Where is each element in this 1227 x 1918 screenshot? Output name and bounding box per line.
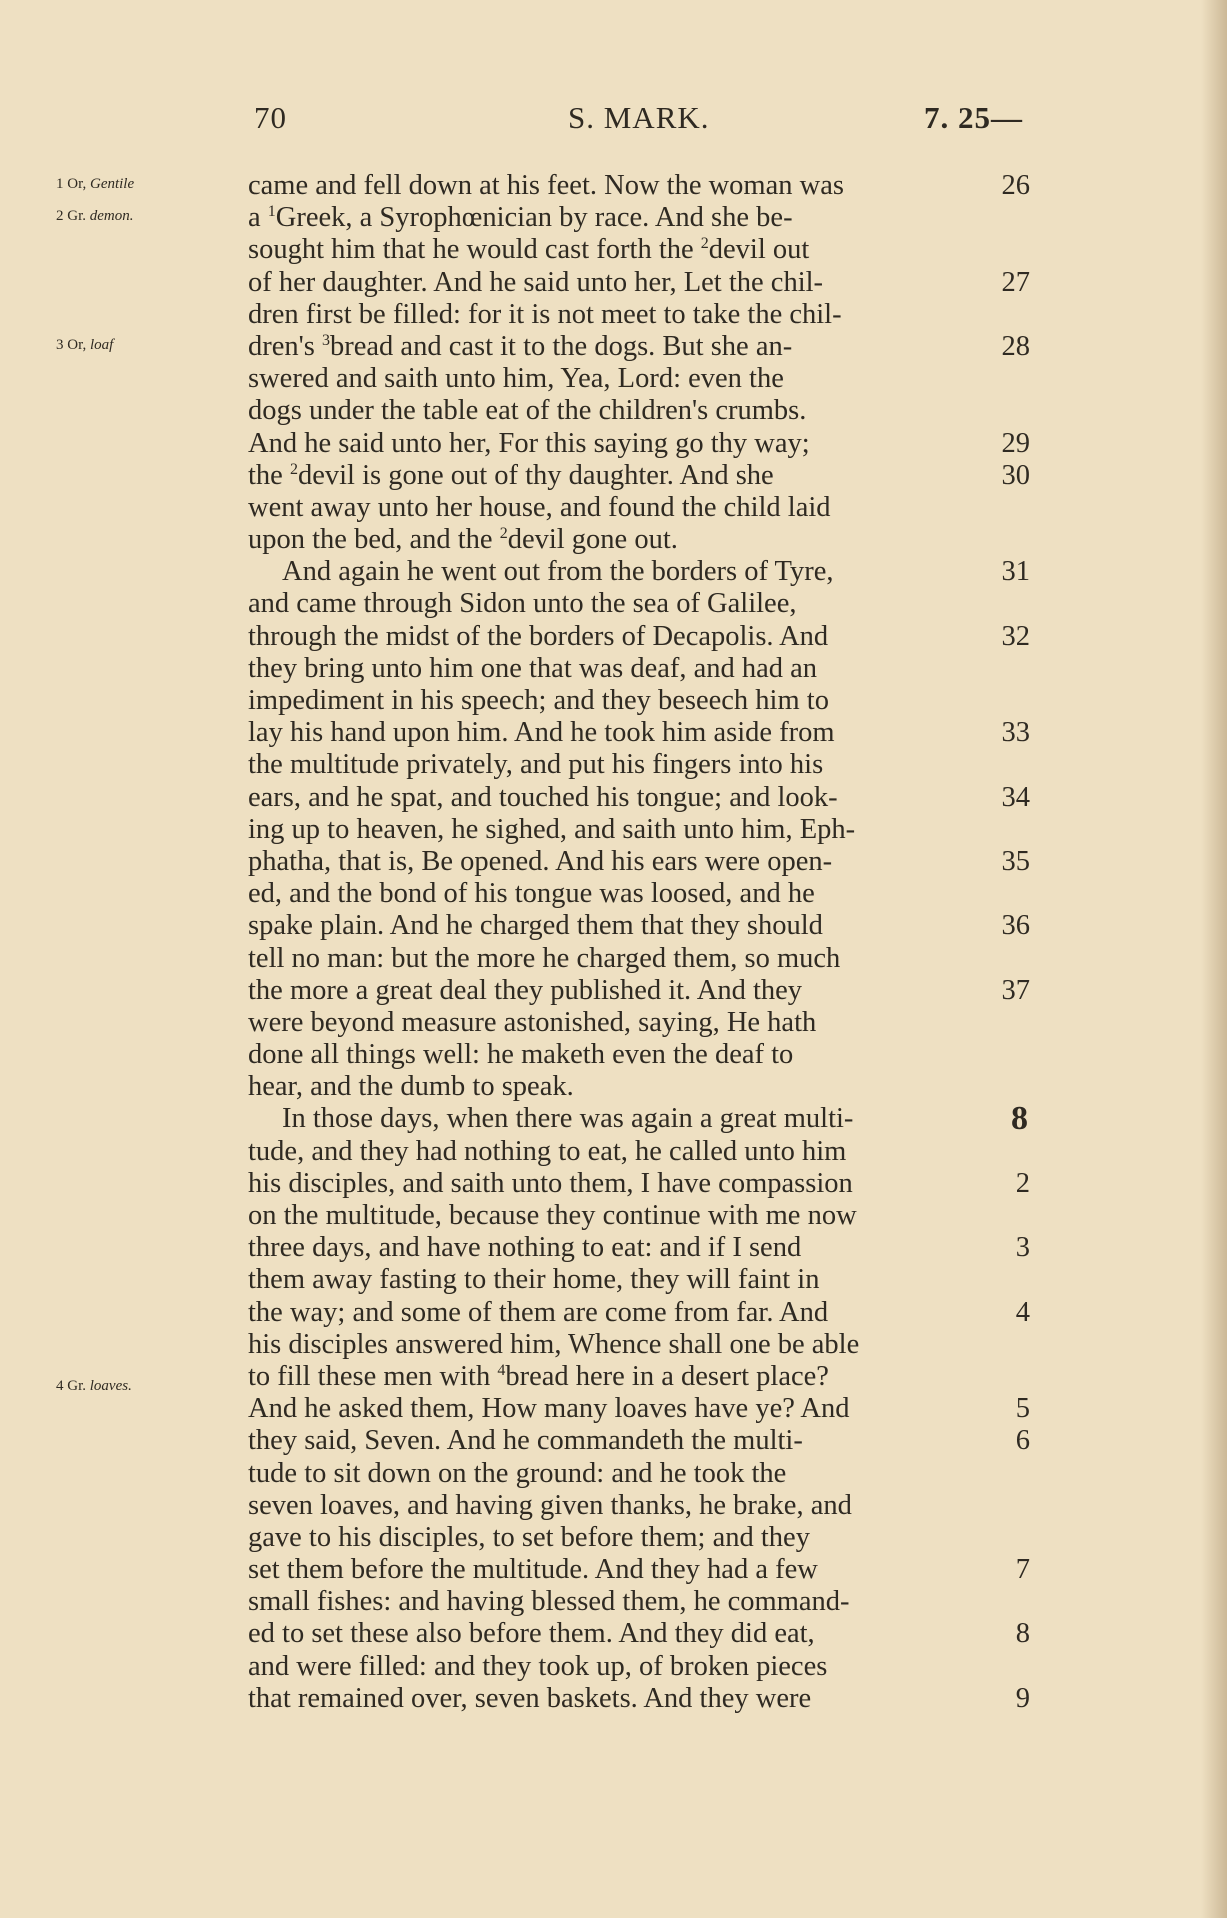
text-line <box>248 1232 1030 1264</box>
line-text-part: ears, and he spat, and touched his tongue; and look- <box>248 781 838 813</box>
line-text <box>248 1039 793 1071</box>
text-line <box>248 492 1030 524</box>
text-line <box>248 363 1030 395</box>
text-line <box>248 621 1030 653</box>
line-text-part: came and fell down at his feet. Now the woman was <box>248 170 844 201</box>
line-text-part: on the multitude, because they continue with me now <box>248 1200 857 1231</box>
book-title: S. MARK. <box>568 100 710 135</box>
line-text-part: the more a great deal they published it. And they <box>248 974 803 1006</box>
line-text-part: ed, and the bond of his tongue was loosed, and he <box>248 878 815 910</box>
line-text-part: ing up to heaven, he sighed, and saith unto him, Eph- <box>248 813 856 845</box>
line-text <box>248 363 784 395</box>
verse-number: 4 <box>1015 1296 1030 1328</box>
line-text <box>248 1071 574 1103</box>
line-text-part: and came through Sidon unto the sea of Galilee, <box>248 588 797 620</box>
margin-note: 3 Or, loaf <box>56 337 114 353</box>
line-text-part: seven loaves, and having given thanks, he brake, and <box>248 1489 852 1521</box>
footnote-marker: 1 <box>267 203 276 221</box>
text-line <box>248 717 1030 749</box>
line-text-part: tude to sit down on the ground: and he took the <box>248 1457 787 1489</box>
text-line <box>248 782 1030 814</box>
verse-number: 37 <box>1001 974 1030 1006</box>
verse-number: 2 <box>1015 1167 1030 1199</box>
footnote-marker: 2 <box>289 460 298 478</box>
chapter-verse-reference: 7. 25— <box>924 100 1023 135</box>
text-line <box>248 1297 1030 1329</box>
verse-number: 27 <box>1001 266 1030 298</box>
line-text <box>248 1683 811 1715</box>
text-line <box>248 331 1030 363</box>
line-text-part: dren first be filled: for it is not meet to take the chil- <box>248 298 842 330</box>
text-line <box>248 1361 1030 1393</box>
line-text <box>248 428 810 460</box>
line-text <box>248 202 793 234</box>
line-text-part: they said, Seven. And he commandeth the multi- <box>248 1425 803 1457</box>
line-text <box>248 975 802 1007</box>
line-text-part: tude, and they had nothing to eat, he called unto him <box>248 1135 847 1167</box>
line-text-part: ed to set these also before them. And they did eat, <box>248 1618 815 1650</box>
verse-number: 9 <box>1015 1682 1030 1714</box>
text-line <box>248 1329 1030 1361</box>
verse-number: 3 <box>1015 1232 1030 1264</box>
line-text-part: the multitude privately, and put his fingers into his <box>248 749 824 781</box>
verse-number: 6 <box>1015 1425 1030 1457</box>
text-line <box>248 1393 1030 1425</box>
line-text <box>248 460 774 492</box>
line-text <box>248 331 792 363</box>
text-line <box>248 910 1030 942</box>
line-text-part: In those days, when there was again a great multi- <box>282 1103 854 1135</box>
text-line <box>248 1100 1030 1138</box>
text-line <box>248 814 1030 846</box>
line-text-part: that remained over, seven baskets. And they were <box>248 1682 812 1714</box>
footnote-marker: 3 <box>322 331 330 349</box>
line-text <box>248 782 838 814</box>
scripture-text <box>248 170 1030 1715</box>
text-line <box>248 1136 1030 1168</box>
text-line <box>248 878 1030 910</box>
line-text <box>248 1393 850 1425</box>
line-text-part: And he said unto her, For this saying go thy way; <box>248 427 810 459</box>
text-line <box>248 1200 1030 1232</box>
verse-number: 5 <box>1015 1393 1030 1425</box>
text-line <box>248 588 1030 620</box>
line-text-part: went away unto her house, and found the child laid <box>248 491 831 523</box>
line-text <box>248 492 831 524</box>
text-line <box>248 975 1030 1007</box>
text-line <box>248 1651 1030 1683</box>
line-text <box>248 395 806 427</box>
text-line <box>248 460 1030 492</box>
line-text <box>248 299 842 331</box>
text-line <box>248 943 1030 975</box>
line-text <box>248 653 817 685</box>
text-line <box>248 234 1030 266</box>
line-text-part: hear, and the dumb to speak. <box>248 1071 574 1103</box>
page-edge-shadow <box>1201 0 1227 1918</box>
line-text <box>248 588 796 620</box>
line-text-part: and were filled: and they took up, of broken pieces <box>248 1650 828 1682</box>
verse-number: 32 <box>1001 620 1030 652</box>
line-text-part: bread and cast it to the dogs. But she an- <box>330 330 793 362</box>
line-text-part: his disciples, and saith unto them, I have compassion <box>248 1167 853 1199</box>
verse-number: 28 <box>1001 330 1030 362</box>
line-text-part: And he asked them, How many loaves have ye? And <box>248 1393 850 1425</box>
text-line <box>248 1168 1030 1200</box>
line-text <box>248 1361 829 1393</box>
text-line <box>248 1071 1030 1103</box>
line-text-part: devil out <box>708 234 810 266</box>
verse-number: 33 <box>1001 717 1030 749</box>
text-line <box>248 749 1030 781</box>
line-text-part: the way; and some of them are come from far. And <box>248 1296 829 1328</box>
line-text <box>248 1232 801 1264</box>
line-text <box>248 1554 818 1586</box>
line-text-part: swered and saith unto him, Yea, Lord: even the <box>248 363 784 395</box>
text-line <box>248 1490 1030 1522</box>
line-text-part: done all things well: he maketh even the deaf to <box>248 1039 794 1071</box>
margin-note: 4 Gr. loaves. <box>56 1378 132 1394</box>
text-line <box>248 428 1030 460</box>
line-text-part: phatha, that is, Be opened. And his ears were open- <box>248 845 833 877</box>
text-line <box>248 1425 1030 1457</box>
line-text-part: were beyond measure astonished, saying, He hath <box>248 1006 817 1038</box>
text-line <box>248 202 1030 234</box>
line-text-part: tell no man: but the more he charged them, so much <box>248 942 841 974</box>
text-line <box>248 1007 1030 1039</box>
verse-number: 29 <box>1001 427 1030 459</box>
line-text-part: spake plain. And he charged them that they should <box>248 910 823 942</box>
line-text-part: impediment in his speech; and they beseech him to <box>248 685 829 716</box>
line-text-part: dren's <box>248 330 322 362</box>
line-text <box>248 1007 816 1039</box>
line-text <box>248 1200 857 1232</box>
text-line <box>248 1554 1030 1586</box>
line-text-part: lay his hand upon him. And he took him aside from <box>248 717 835 749</box>
verse-number: 36 <box>1001 910 1030 942</box>
line-text <box>248 943 840 975</box>
line-text-part: his disciples answered him, Whence shall one be able <box>248 1328 860 1360</box>
line-text <box>248 1136 846 1168</box>
line-text-part: Greek, a Syrophœnician by race. And she be- <box>275 202 793 234</box>
footnote-marker: 2 <box>700 235 709 253</box>
line-text <box>248 1651 827 1683</box>
verse-number: 8 <box>1015 1618 1030 1650</box>
line-text <box>248 1264 819 1296</box>
line-text <box>248 267 823 299</box>
text-line <box>248 685 1030 717</box>
line-text <box>248 1458 786 1490</box>
line-text-part: sought him that he would cast forth the <box>248 234 701 266</box>
line-text <box>248 717 835 749</box>
footnote-marker: 4 <box>497 1361 506 1379</box>
line-text-part: small fishes: and having blessed them, he command- <box>248 1586 850 1618</box>
line-text-part: them away fasting to their home, they will faint in <box>248 1264 820 1296</box>
page-number: 70 <box>254 100 287 135</box>
line-text <box>248 170 844 202</box>
line-text-part: the <box>248 459 290 491</box>
text-line <box>248 1586 1030 1618</box>
chapter-number: 8 <box>1011 1100 1028 1138</box>
line-text <box>248 621 828 653</box>
line-text <box>248 1490 852 1522</box>
text-line <box>248 299 1030 331</box>
text-line <box>248 524 1030 556</box>
text-line <box>248 846 1030 878</box>
line-text-part: bread here in a desert place? <box>505 1360 829 1392</box>
line-text-part: they bring unto him one that was deaf, and had an <box>248 652 818 684</box>
text-line <box>248 1264 1030 1296</box>
line-text <box>248 1618 815 1650</box>
line-text <box>248 234 809 266</box>
line-text <box>248 1297 828 1329</box>
running-header <box>248 100 1030 140</box>
text-line <box>248 1618 1030 1650</box>
verse-number: 7 <box>1015 1554 1030 1586</box>
margin-note: 2 Gr. demon. <box>56 208 134 224</box>
line-text-part: three days, and have nothing to eat: and if I send <box>248 1232 802 1264</box>
line-text <box>248 1586 850 1618</box>
line-text-part: through the midst of the borders of Decapolis. And <box>248 620 829 652</box>
text-line <box>248 1039 1030 1071</box>
line-text <box>248 1168 853 1200</box>
line-text-part: upon the bed, and the <box>248 524 500 556</box>
line-text-part: of her daughter. And he said unto her, Let the chil- <box>248 266 824 298</box>
line-text-part: gave to his disciples, to set before them; and they <box>248 1521 810 1553</box>
line-text-part: to fill these men with <box>248 1360 498 1392</box>
line-text <box>248 878 815 910</box>
line-text <box>248 1329 859 1361</box>
text-line <box>248 170 1030 202</box>
line-text <box>248 846 832 878</box>
line-text-part: set them before the multitude. And they had a few <box>248 1554 818 1586</box>
line-text <box>248 910 823 942</box>
line-text <box>248 749 823 781</box>
line-text-part: devil gone out. <box>507 524 678 556</box>
margin-note: 1 Or, Gentile <box>56 176 135 192</box>
line-text <box>248 814 855 846</box>
line-text <box>282 1103 853 1135</box>
verse-number: 35 <box>1001 845 1030 877</box>
text-line <box>248 1683 1030 1715</box>
verse-number: 34 <box>1001 781 1030 813</box>
line-text <box>248 685 829 717</box>
line-text-part: And again he went out from the borders of Tyre, <box>282 556 834 588</box>
text-line <box>248 267 1030 299</box>
verse-number: 30 <box>1001 459 1030 491</box>
text-line <box>248 556 1030 588</box>
footnote-marker: 2 <box>499 525 508 543</box>
text-line <box>248 395 1030 427</box>
text-line <box>248 1522 1030 1554</box>
line-text <box>282 556 834 588</box>
line-text-part: devil is gone out of thy daughter. And she <box>297 459 774 491</box>
verse-number: 31 <box>1001 556 1030 588</box>
line-text <box>248 1425 803 1457</box>
text-line <box>248 1458 1030 1490</box>
line-text <box>248 1522 810 1554</box>
line-text <box>248 524 678 556</box>
verse-number: 26 <box>1001 170 1030 201</box>
line-text-part: a <box>248 202 268 234</box>
line-text-part: dogs under the table eat of the children's crumbs. <box>248 395 807 427</box>
text-line <box>248 653 1030 685</box>
